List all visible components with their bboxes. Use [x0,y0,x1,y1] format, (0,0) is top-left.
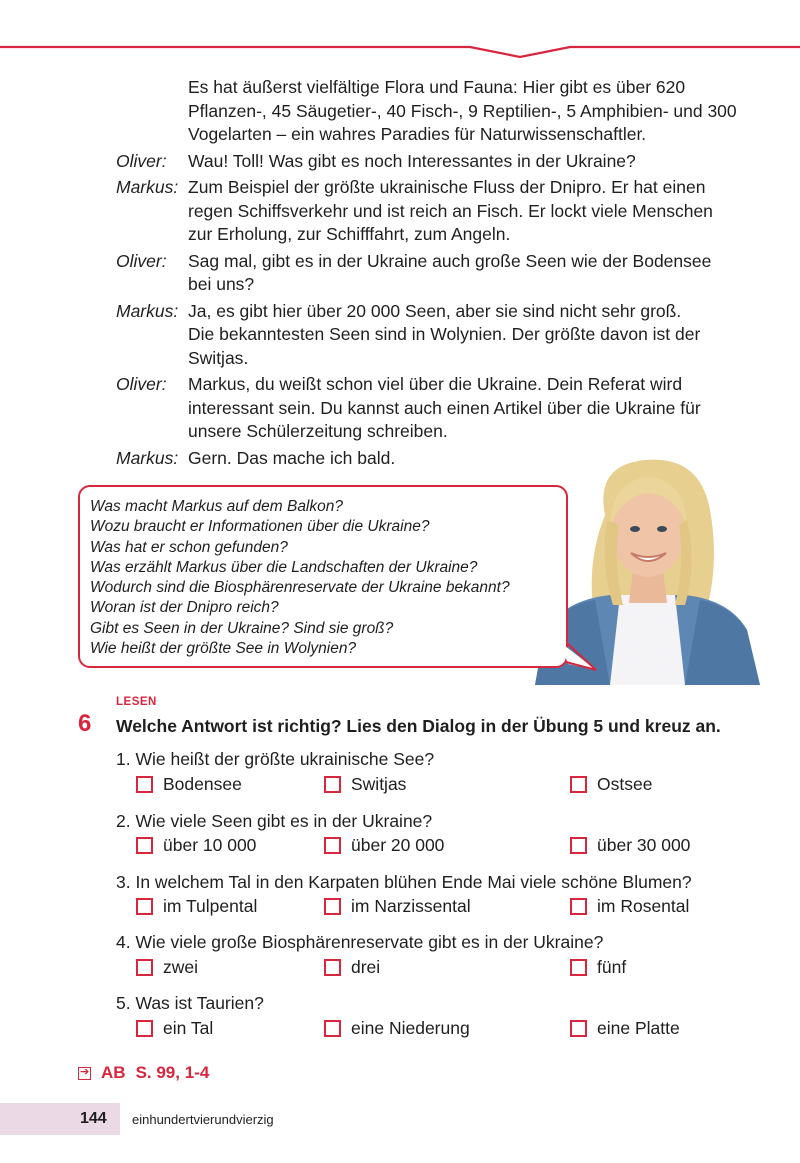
option[interactable]: eine Niederung [324,1018,470,1039]
checkbox[interactable] [570,898,587,915]
option[interactable]: über 30 000 [570,835,690,856]
question-line: Wozu braucht er Informationen über die Ukraine? [90,518,430,536]
arrow-into-box-icon: ➔ [80,1065,90,1078]
page-number: 144 [80,1110,107,1127]
speaker-name: Markus: [116,177,179,197]
question-line: Was hat er schon gefunden? [90,538,288,556]
dialog-turn [116,250,756,297]
workbook-label: AB [101,1063,126,1082]
checkbox[interactable] [136,837,153,854]
questions-speech-bubble [78,485,568,668]
question-5: 5. Was ist Taurien? [116,993,264,1013]
speaker-name: Oliver: [116,250,167,271]
question-line: Was erzählt Markus über die Landschaften der Ukraine? [90,558,478,576]
checkbox[interactable] [324,776,341,793]
dialog-text [116,76,756,473]
option[interactable]: drei [324,957,380,978]
dialog-turn [116,300,756,371]
speaker-name: Markus: [116,447,179,468]
option[interactable]: eine Platte [570,1018,680,1039]
option[interactable]: im Narzissental [324,896,471,917]
question-line: Wodurch sind die Biosphärenreservate der Ukraine bekannt? [90,579,510,597]
checkbox[interactable] [324,898,341,915]
question-line: Wie heißt der größte See in Wolynien? [90,640,357,658]
option[interactable]: ein Tal [136,1018,213,1039]
speaker-name: Markus: [116,300,179,321]
question-line: Gibt es Seen in der Ukraine? Sind sie groß? [90,619,394,637]
utterance: Ja, es gibt hier über 20 000 Seen, aber sie sind nicht sehr groß. Die bekanntesten Seen sind in Wolynien. Der größte davon ist der Switjas. [188,300,701,368]
workbook-reference[interactable] [78,1063,209,1083]
speaker-name: Oliver: [116,150,167,171]
checkbox[interactable] [136,898,153,915]
top-decorative-line [0,0,800,70]
option[interactable]: im Rosental [570,896,689,917]
utterance: Wau! Toll! Was gibt es noch Interessantes in der Ukraine? [188,150,636,171]
exercise-number: 6 [78,710,92,737]
checkbox[interactable] [136,776,153,793]
option[interactable]: Bodensee [136,774,242,795]
workbook-pages: S. 99, 1-4 [135,1063,210,1082]
checkbox[interactable] [570,776,587,793]
option[interactable]: Ostsee [570,774,652,795]
speaker-name: Oliver: [116,374,167,394]
checkbox[interactable] [136,1020,153,1037]
dialog-turn [116,373,756,444]
checkbox[interactable] [570,1020,587,1037]
checkbox[interactable] [324,1020,341,1037]
option[interactable]: im Tulpental [136,896,257,917]
dialog-turn [116,176,756,247]
question-line: Was macht Markus auf dem Balkon? [90,498,343,515]
utterance: Gern. Das mache ich bald. [188,447,396,468]
section-label: LESEN [116,696,157,708]
option[interactable]: zwei [136,957,198,978]
question-line: Woran ist der Dnipro reich? [90,599,279,617]
exercise-title: Welche Antwort ist richtig? Lies den Dialog in der Übung 5 und kreuz an. [116,716,721,736]
option[interactable]: über 10 000 [136,835,256,856]
checkbox[interactable] [324,837,341,854]
question-1: 1. Wie heißt der größte ukrainische See? [116,749,435,769]
checkbox[interactable] [570,959,587,976]
speech-bubble-tail [560,640,600,674]
question-3: 3. In welchem Tal in den Karpaten blühen Ende Mai viele schöne Blumen? [116,872,692,892]
utterance: Zum Beispiel der größte ukrainische Fluss der Dnipro. Er hat einen regen Schiffsverkehr und ist reich an Fisch. Er lockt viele Menschen zur Erholung, zur Schifffahrt, zum Angeln. [188,177,713,244]
checkbox[interactable] [570,837,587,854]
utterance: Markus, du weißt schon viel über die Ukraine. Dein Referat wird interessant sein. Du kannst auch einen Artikel über die Ukraine für unsere Schülerzeitung schreiben. [188,374,701,441]
page-number-word: einhundertvierundvierzig [132,1112,274,1127]
question-4: 4. Wie viele große Biosphärenreservate gibt es in der Ukraine? [116,932,604,952]
option[interactable]: über 20 000 [324,835,444,856]
checkbox[interactable] [136,959,153,976]
utterance: Sag mal, gibt es in der Ukraine auch große Seen wie der Bodensee bei uns? [188,250,712,294]
option[interactable]: Switjas [324,774,406,795]
checkbox[interactable] [324,959,341,976]
dialog-turn [116,150,756,174]
question-2: 2. Wie viele Seen gibt es in der Ukraine? [116,811,433,831]
option[interactable]: fünf [570,957,626,978]
dialog-intro: Es hat äußerst vielfältige Flora und Fauna: Hier gibt es über 620 Pflanzen-, 45 Säugetier-, 40 Fisch-, 9 Reptilien-, 5 Amphibien- und 300 Vogelarten – ein wahres Paradies für Naturwissenschaftler. [188,77,737,144]
